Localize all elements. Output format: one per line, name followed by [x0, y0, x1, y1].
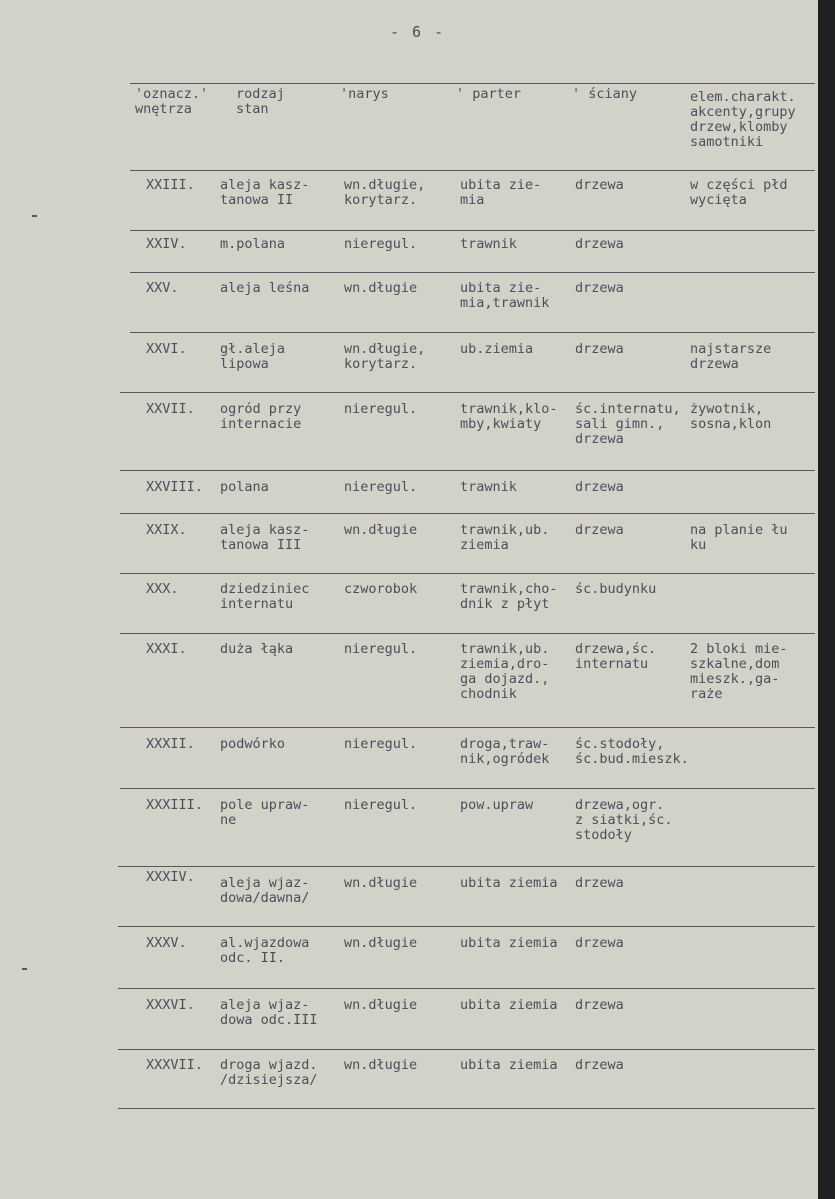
row-name: podwórko — [220, 736, 286, 752]
row-sciany: drzewa — [575, 935, 624, 951]
row-elementy: na planie łu ku — [690, 522, 788, 553]
row-name: ogród przy internacie — [220, 401, 302, 432]
row-name: polana — [220, 479, 269, 495]
row-narys: czworobok — [344, 581, 418, 597]
row-narys: wn.długie — [344, 997, 418, 1013]
row-sciany: drzewa — [575, 341, 624, 357]
row-parter: ubita ziemia — [460, 935, 558, 951]
row-sciany: drzewa — [575, 177, 624, 193]
row-narys: nieregul. — [344, 641, 418, 657]
row-id: XXXVI. — [146, 997, 195, 1013]
row-narys: nieregul. — [344, 797, 418, 813]
row-separator — [130, 272, 815, 273]
row-separator — [120, 573, 815, 574]
row-id: XXXIII. — [146, 797, 203, 813]
row-id: XXX. — [146, 581, 179, 597]
row-separator — [118, 988, 815, 989]
header-oznaczenie: 'oznacz.' wnętrza — [135, 86, 209, 117]
row-sciany: drzewa — [575, 1057, 624, 1073]
row-id: XXIII. — [146, 177, 195, 193]
row-sciany: drzewa — [575, 522, 624, 538]
row-narys: wn.długie, korytarz. — [344, 341, 426, 372]
header-parter: ' parter — [456, 86, 522, 102]
row-parter: ubita ziemia — [460, 997, 558, 1013]
row-narys: wn.długie — [344, 522, 418, 538]
row-name: gł.aleja lipowa — [220, 341, 286, 372]
row-parter: trawnik,klo- mby,kwiaty — [460, 401, 558, 432]
row-separator — [130, 170, 815, 171]
row-separator — [120, 392, 815, 393]
row-id: XXXVII. — [146, 1057, 203, 1073]
row-elementy: 2 bloki mie- szkalne,dom mieszk.,ga- raże — [690, 641, 788, 702]
row-narys: nieregul. — [344, 236, 418, 252]
row-elementy: najstarsze drzewa — [690, 341, 772, 372]
row-sciany: drzewa — [575, 479, 624, 495]
row-id: XXXII. — [146, 736, 195, 752]
row-separator — [120, 788, 815, 789]
page-number: - 6 - — [390, 23, 446, 41]
row-name: duża łąka — [220, 641, 294, 657]
row-name: aleja kasz- tanowa II — [220, 177, 310, 208]
row-parter: trawnik,ub. ziemia,dro- ga dojazd., chodnik — [460, 641, 550, 702]
row-id: XXXI. — [146, 641, 187, 657]
row-name: pole upraw- ne — [220, 797, 310, 828]
row-name: al.wjazdowa odc. II. — [220, 935, 310, 966]
row-name: aleja wjaz- dowa/dawna/ — [220, 875, 310, 906]
header-narys: 'narys — [340, 86, 389, 102]
row-narys: wn.długie — [344, 280, 418, 296]
row-parter: trawnik — [460, 479, 517, 495]
row-name: m.polana — [220, 236, 286, 252]
table-top-rule — [130, 83, 815, 84]
row-id: XXXIV. — [146, 869, 195, 885]
row-sciany: drzewa — [575, 280, 624, 296]
row-narys: nieregul. — [344, 736, 418, 752]
row-sciany: drzewa,ogr. z siatki,śc. stodoły — [575, 797, 673, 843]
row-separator — [118, 1049, 815, 1050]
header-sciany: ' ściany — [572, 86, 638, 102]
row-narys: nieregul. — [344, 479, 418, 495]
row-parter: ub.ziemia — [460, 341, 534, 357]
row-sciany: śc.stodoły, śc.bud.mieszk. — [575, 736, 689, 767]
row-sciany: drzewa,śc. internatu — [575, 641, 657, 672]
row-id: XXVI. — [146, 341, 187, 357]
row-sciany: drzewa — [575, 997, 624, 1013]
row-name: aleja wjaz- dowa odc.III — [220, 997, 318, 1028]
row-parter: ubita ziemia — [460, 1057, 558, 1073]
row-separator — [118, 866, 815, 867]
row-separator — [120, 727, 815, 728]
row-elementy: w części płd wycięta — [690, 177, 788, 208]
row-narys: nieregul. — [344, 401, 418, 417]
row-separator — [130, 332, 815, 333]
header-rodzaj: rodzaj stan — [236, 86, 285, 117]
row-separator — [118, 926, 815, 927]
row-id: XXXV. — [146, 935, 187, 951]
row-separator — [120, 470, 815, 471]
row-parter: ubita ziemia — [460, 875, 558, 891]
row-separator — [130, 230, 815, 231]
row-parter: trawnik,ub. ziemia — [460, 522, 550, 553]
row-name: dziedziniec internatu — [220, 581, 310, 612]
row-separator — [120, 633, 815, 634]
row-parter: droga,traw- nik,ogródek — [460, 736, 550, 767]
row-narys: wn.długie — [344, 875, 418, 891]
row-id: XXVIII. — [146, 479, 203, 495]
scan-edge-shadow — [818, 0, 835, 1199]
row-separator — [120, 513, 815, 514]
row-parter: ubita zie- mia — [460, 177, 542, 208]
row-separator — [118, 1108, 815, 1109]
margin-tick — [22, 968, 27, 970]
margin-tick — [32, 215, 37, 217]
row-sciany: drzewa — [575, 236, 624, 252]
row-name: aleja kasz- tanowa III — [220, 522, 310, 553]
row-id: XXV. — [146, 280, 179, 296]
row-narys: wn.długie, korytarz. — [344, 177, 426, 208]
row-elementy: żywotnik, sosna,klon — [690, 401, 772, 432]
row-sciany: śc.budynku — [575, 581, 657, 597]
row-sciany: śc.internatu, sali gimn., drzewa — [575, 401, 681, 447]
row-sciany: drzewa — [575, 875, 624, 891]
row-narys: wn.długie — [344, 935, 418, 951]
row-narys: wn.długie — [344, 1057, 418, 1073]
row-name: droga wjazd. /dzisiejsza/ — [220, 1057, 318, 1088]
row-parter: trawnik,cho- dnik z płyt — [460, 581, 558, 612]
header-elementy: elem.charakt. akcenty,grupy drzew,klomby samotniki — [690, 89, 796, 150]
row-parter: trawnik — [460, 236, 517, 252]
row-id: XXVII. — [146, 401, 195, 417]
row-id: XXIX. — [146, 522, 187, 538]
row-parter: pow.upraw — [460, 797, 534, 813]
row-id: XXIV. — [146, 236, 187, 252]
row-parter: ubita zie- mia,trawnik — [460, 280, 550, 311]
row-name: aleja leśna — [220, 280, 310, 296]
